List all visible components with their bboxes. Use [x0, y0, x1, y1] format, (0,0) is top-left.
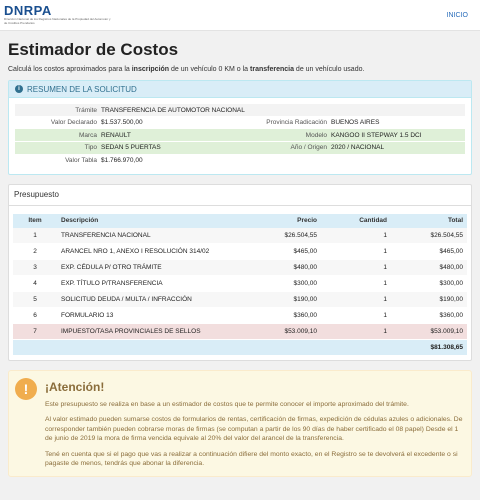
table-total-row — [13, 340, 467, 356]
row-item: 2 — [13, 244, 57, 260]
row-desc: EXP. CÉDULA P/ OTRO TRÁMITE — [57, 260, 227, 276]
row-total: $360,00 — [391, 308, 467, 324]
summary-row-marca — [15, 129, 465, 141]
info-icon: i — [15, 85, 23, 93]
modelo-label: Modelo — [305, 131, 327, 139]
resumen-body — [9, 98, 471, 174]
presupuesto-body — [9, 206, 471, 361]
logo-subtitle: Dirección Nacional de los Registros Nacionales de la Propiedad del Automotor y de Créditos Prendarios — [4, 17, 111, 25]
tipo-value: SEDAN 5 PUERTAS — [101, 144, 161, 151]
row-desc: TRANSFERENCIA NACIONAL — [57, 228, 227, 244]
lead-pre: Calculá los costos aproximados para la — [8, 66, 132, 73]
presupuesto-table — [13, 214, 467, 357]
row-precio: $26.504,55 — [227, 228, 321, 244]
nav-inicio-link[interactable]: INICIO — [446, 11, 468, 19]
presupuesto-heading: Presupuesto — [9, 185, 471, 206]
row-item: 4 — [13, 276, 57, 292]
atencion-paragraph-2: Al valor estimado pueden sumarse costos de formularios de rentas, certificación de firmas, expedición de cédulas azules o adicionales. De corresponder también pueden cobrarse moras de firmas (se computan a partir de los 90 días de haber certificado el 08 papel) Desde el 1 de junio de 2019 la mora de firma vencida equivale al 20% del valor del arancel de la transferencia. — [45, 416, 463, 443]
tramite-label: Trámite — [75, 106, 97, 114]
grand-total: $81.308,65 — [391, 340, 467, 356]
dnrpa-logo[interactable] — [4, 4, 114, 25]
total-empty-4 — [321, 340, 391, 356]
table-row — [13, 276, 467, 292]
col-cantidad: Cantidad — [359, 217, 387, 224]
table-row — [13, 228, 467, 244]
lead-bold-transferencia: transferencia — [250, 66, 294, 73]
row-item: 3 — [13, 260, 57, 276]
marca-label: Marca — [78, 131, 97, 139]
total-empty-1 — [13, 340, 57, 356]
exclamation-icon: ! — [15, 378, 37, 400]
atencion-paragraph-3: Tené en cuenta que si el pago que vas a realizar a continuación difiere del monto exacto, en el Registro se te devolverá el excedente o si pagaste de menos, tendrás que abonar la diferencia. — [45, 450, 458, 468]
summary-row-valor — [15, 117, 465, 129]
row-precio: $465,00 — [227, 244, 321, 260]
atencion-paragraph-1: Este presupuesto se realiza en base a un estimador de costos que te permite conocer el importe aproximado del trámite. — [45, 401, 409, 408]
row-cantidad: 1 — [321, 292, 391, 308]
presupuesto-panel — [8, 184, 472, 362]
row-cantidad: 1 — [321, 228, 391, 244]
logo-title: DNRPA — [4, 3, 52, 19]
row-item: 6 — [13, 308, 57, 324]
provincia-label: Provincia Radicación — [266, 119, 327, 126]
valor-tabla-label: Valor Tabla — [65, 156, 97, 164]
provincia-value: BUENOS AIRES — [331, 119, 380, 126]
row-precio: $480,00 — [227, 260, 321, 276]
col-descripcion: Descripción — [61, 217, 99, 224]
total-empty-3 — [227, 340, 321, 356]
table-row — [13, 244, 467, 260]
table-header-row — [13, 214, 467, 228]
summary-row-valor-tabla — [15, 154, 465, 166]
page-content — [0, 39, 480, 477]
top-bar — [0, 0, 480, 31]
row-total: $480,00 — [391, 260, 467, 276]
row-precio: $360,00 — [227, 308, 321, 324]
row-total: $300,00 — [391, 276, 467, 292]
page-title: Estimador de Costos — [8, 40, 179, 59]
table-row — [13, 308, 467, 324]
valor-tabla-value: $1.766.970,00 — [101, 156, 143, 164]
row-cantidad: 1 — [321, 308, 391, 324]
resumen-heading: RESUMEN DE LA SOLICITUD — [27, 84, 137, 94]
col-item: Item — [28, 217, 42, 224]
row-cantidad: 1 — [321, 244, 391, 260]
lead-mid: de un vehículo 0 KM o la — [169, 66, 251, 73]
total-empty-2 — [57, 340, 227, 356]
row-total: $53.009,10 — [391, 324, 467, 340]
modelo-value: KANGOO II STEPWAY 1.5 DCI — [331, 131, 422, 139]
tipo-label: Tipo — [84, 144, 97, 151]
row-desc: ARANCEL NRO 1, ANEXO I RESOLUCIÓN 314/02 — [57, 244, 227, 260]
table-row-highlighted — [13, 324, 467, 340]
table-row — [13, 292, 467, 308]
row-total: $26.504,55 — [391, 228, 467, 244]
row-precio: $300,00 — [227, 276, 321, 292]
row-cantidad: 1 — [321, 324, 391, 340]
summary-row-tipo — [15, 142, 465, 154]
row-desc: IMPUESTO/TASA PROVINCIALES DE SELLOS — [57, 324, 227, 340]
row-precio: $190,00 — [227, 292, 321, 308]
row-cantidad: 1 — [321, 260, 391, 276]
table-row — [13, 260, 467, 276]
row-desc: EXP. TÍTULO P/TRANSFERENCIA — [57, 276, 227, 292]
atencion-title: ¡Atención! — [45, 380, 105, 394]
marca-value: RENAULT — [101, 131, 131, 139]
col-precio: Precio — [297, 217, 317, 224]
row-item: 5 — [13, 292, 57, 308]
row-total: $190,00 — [391, 292, 467, 308]
atencion-alert — [8, 370, 472, 477]
row-precio: $53.009,10 — [227, 324, 321, 340]
anio-label: Año / Origen — [290, 144, 327, 151]
row-item: 1 — [13, 228, 57, 244]
lead-bold-inscripcion: inscripción — [131, 66, 170, 73]
valor-declarado-value: $1.537.500,00 — [101, 119, 143, 126]
atencion-content — [45, 378, 465, 468]
row-cantidad: 1 — [321, 276, 391, 292]
col-total: Total — [447, 217, 463, 224]
row-total: $465,00 — [391, 244, 467, 260]
lead-post: de un vehículo usado. — [293, 66, 365, 73]
row-item: 7 — [13, 324, 57, 340]
valor-declarado-label: Valor Declarado — [50, 119, 97, 126]
row-desc: SOLICITUD DEUDA / MULTA / INFRACCIÓN — [57, 292, 227, 308]
anio-value: 2020 / NACIONAL — [331, 144, 385, 151]
resumen-panel — [8, 80, 472, 175]
row-desc: FORMULARIO 13 — [57, 308, 227, 324]
page-lead — [8, 65, 472, 74]
tramite-value: TRANSFERENCIA DE AUTOMOTOR NACIONAL — [101, 106, 245, 114]
resumen-header — [9, 81, 471, 98]
summary-row-tramite — [15, 104, 465, 116]
